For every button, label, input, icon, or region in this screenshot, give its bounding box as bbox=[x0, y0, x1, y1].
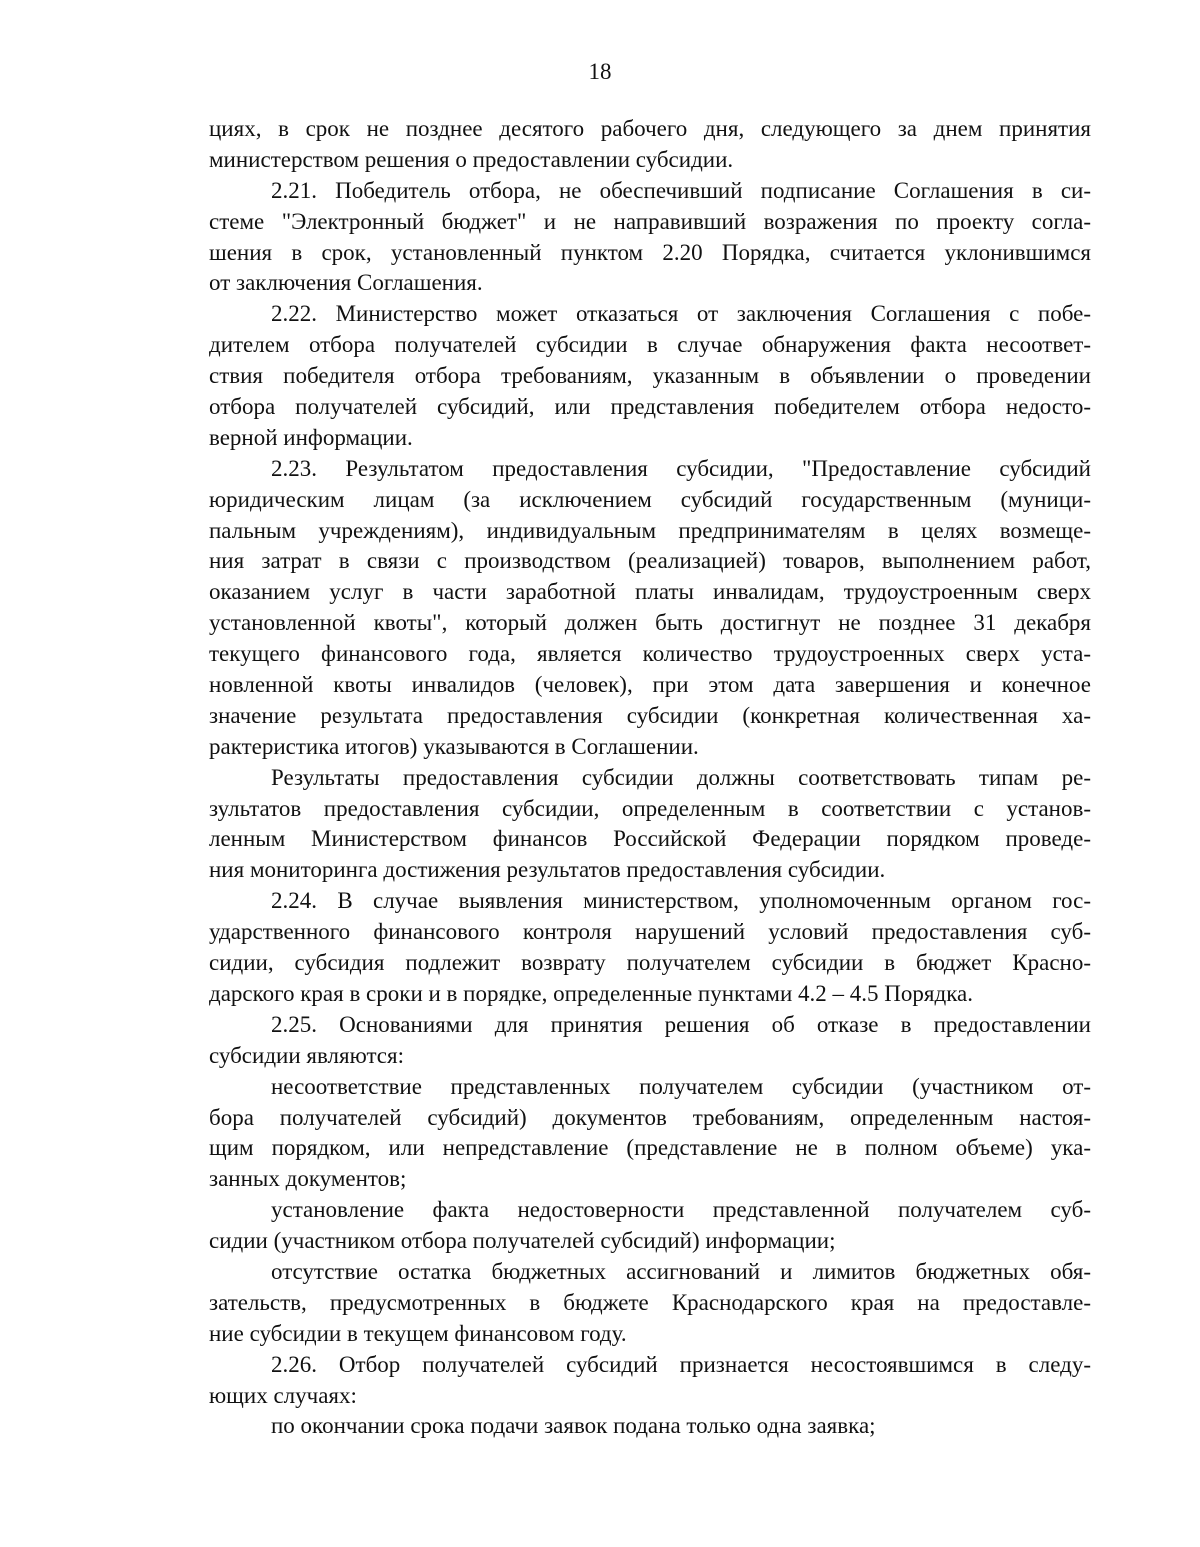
text-line: занных документов; bbox=[209, 1166, 407, 1192]
text-line: дарского края в сроки и в порядке, определенные пунктами 4.2 – 4.5 Порядка. bbox=[209, 980, 973, 1006]
text-line: сидии, субсидия подлежит возврату получателем субсидии в бюджет Красно- bbox=[209, 950, 1091, 976]
text-line: текущего финансового года, является количество трудоустроенных сверх уста- bbox=[209, 641, 1091, 667]
text-line: рактеристика итогов) указываются в Соглашении. bbox=[209, 733, 699, 759]
paragraph-first-line: Результаты предоставления субсидии должны соответствовать типам ре- bbox=[271, 764, 1091, 790]
text-line: оказанием услуг в части заработной платы инвалидам, трудоустроенным сверх bbox=[209, 579, 1091, 605]
paragraph-first-line: 2.21. Победитель отбора, не обеспечивший подписание Соглашения в си- bbox=[271, 177, 1091, 203]
paragraph-first-line: по окончании срока подачи заявок подана только одна заявка; bbox=[271, 1413, 876, 1439]
text-line: шения в срок, установленный пунктом 2.20 Порядка, считается уклонившимся bbox=[209, 239, 1091, 265]
text-line: зательств, предусмотренных в бюджете Краснодарского края на предоставле- bbox=[209, 1289, 1091, 1315]
text-line: ния мониторинга достижения результатов предоставления субсидии. bbox=[209, 857, 886, 883]
document-body bbox=[209, 114, 1091, 1442]
paragraph-first-line: 2.23. Результатом предоставления субсидии, "Предоставление субсидий bbox=[271, 455, 1091, 481]
page-number: 18 bbox=[588, 59, 612, 84]
text-line: щим порядком, или непредставление (представление не в полном объеме) ука- bbox=[209, 1135, 1091, 1161]
text-line: значение результата предоставления субсидии (конкретная количественная ха- bbox=[209, 702, 1091, 728]
text-line: юридическим лицам (за исключением субсидий государственным (муници- bbox=[209, 486, 1091, 512]
text-line: бора получателей субсидий) документов требованиям, определенным настоя- bbox=[209, 1104, 1091, 1130]
text-line: ленным Министерством финансов Российской Федерации порядком проведе- bbox=[209, 826, 1091, 852]
text-line: новленной квоты инвалидов (человек), при этом дата завершения и конечное bbox=[209, 672, 1091, 698]
text-line: сидии (участником отбора получателей субсидий) информации; bbox=[209, 1228, 836, 1254]
text-line: зультатов предоставления субсидии, определенным в соответствии с установ- bbox=[209, 795, 1091, 821]
text-line: стеме "Электронный бюджет" и не направивший возражения по проекту согла- bbox=[209, 208, 1091, 234]
paragraph-first-line: 2.24. В случае выявления министерством, уполномоченным органом гос- bbox=[271, 888, 1091, 914]
text-line: от заключения Соглашения. bbox=[209, 270, 483, 296]
text-line: циях, в срок не позднее десятого рабочего дня, следующего за днем принятия bbox=[209, 116, 1091, 141]
paragraph-first-line: установление факта недостоверности представленной получателем суб- bbox=[271, 1197, 1091, 1223]
text-line: пальным учреждениям), индивидуальным предпринимателям в целях возмеще- bbox=[209, 517, 1091, 543]
text-line: ударственного финансового контроля нарушений условий предоставления суб- bbox=[209, 919, 1091, 945]
text-line: установленной квоты", который должен быть достигнут не позднее 31 декабря bbox=[209, 610, 1091, 636]
text-line: ния затрат в связи с производством (реализацией) товаров, выполнением работ, bbox=[209, 548, 1091, 574]
text-line: ющих случаях: bbox=[209, 1382, 357, 1408]
paragraph-first-line: отсутствие остатка бюджетных ассигнований и лимитов бюджетных обя- bbox=[271, 1258, 1091, 1284]
text-line: ствия победителя отбора требованиям, указанным в объявлении о проведении bbox=[209, 363, 1091, 389]
text-line: отбора получателей субсидий, или представления победителем отбора недосто- bbox=[209, 394, 1091, 420]
text-line: верной информации. bbox=[209, 424, 413, 450]
text-line: субсидии являются: bbox=[209, 1042, 404, 1068]
paragraph-first-line: 2.25. Основаниями для принятия решения об отказе в предоставлении bbox=[271, 1011, 1091, 1037]
text-line: дителем отбора получателей субсидии в случае обнаружения факта несоответ- bbox=[209, 332, 1091, 358]
text-line: ние субсидии в текущем финансовом году. bbox=[209, 1320, 627, 1346]
paragraph-first-line: несоответствие представленных получателем субсидии (участником от- bbox=[271, 1073, 1091, 1099]
text-line: министерством решения о предоставлении субсидии. bbox=[209, 146, 734, 172]
paragraph-first-line: 2.26. Отбор получателей субсидий признается несостоявшимся в следу- bbox=[271, 1351, 1091, 1377]
paragraph-first-line: 2.22. Министерство может отказаться от заключения Соглашения с побе- bbox=[271, 301, 1091, 327]
